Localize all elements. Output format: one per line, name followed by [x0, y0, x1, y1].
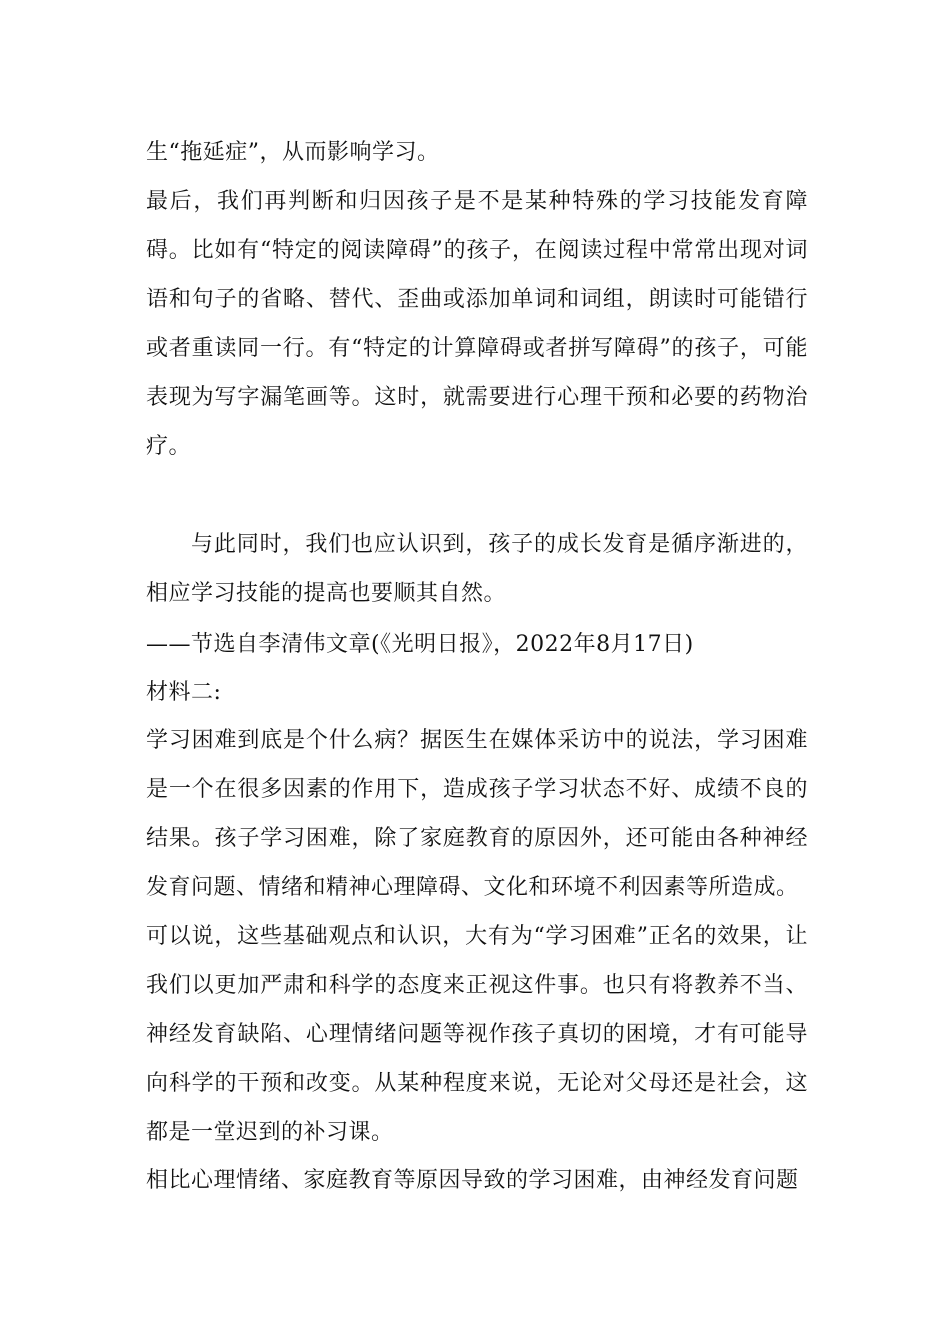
section-heading-material-two: 材料二:: [146, 680, 222, 705]
paragraph-learning-disorder: 最后，我们再判断和归因孩子是不是某种特殊的学习技能发育障碍。比如有“特定的阅读障碍”的孩子，在阅读过程中常常出现对词语和句子的省略、替代、歪曲或添加单词和词组，朗读时可能错行或者重读同一行。有“特定的计算障碍或者拼写障碍”的孩子，可能表现为写字漏笔画等。这时，就需要进行心理干预和必要的药物治疗。: [146, 189, 808, 459]
source-citation: ——节选自李清伟文章(《光明日报》，2022年8月17日): [146, 632, 694, 657]
paragraph-comparison: 相比心理情绪、家庭教育等原因导致的学习困难，由神经发育问题: [146, 1168, 799, 1193]
paragraph-meanwhile: 与此同时，我们也应认识到，孩子的成长发育是循序渐进的，相应学习技能的提高也要顺其自然。: [146, 532, 808, 606]
paragraph-basic-views: 可以说，这些基础观点和认识，大有为“学习困难”正名的效果，让我们以更加严肃和科学的态度来正视这件事。也只有将教养不当、神经发育缺陷、心理情绪问题等视作孩子真切的困境，才有可能导向科学的干预和改变。从某种程度来说，无论对父母还是社会，这都是一堂迟到的补习课。: [146, 924, 808, 1145]
paragraph-continuation: 生“拖延症”，从而影响学习。: [146, 140, 440, 165]
paragraph-what-is-learning-difficulty: 学习困难到底是个什么病？据医生在媒体采访中的说法，学习困难是一个在很多因素的作用下，造成孩子学习状态不好、成绩不良的结果。孩子学习困难，除了家庭教育的原因外，还可能由各种神经发育问题、情绪和精神心理障碍、文化和环境不利因素等所造成。: [146, 728, 808, 900]
